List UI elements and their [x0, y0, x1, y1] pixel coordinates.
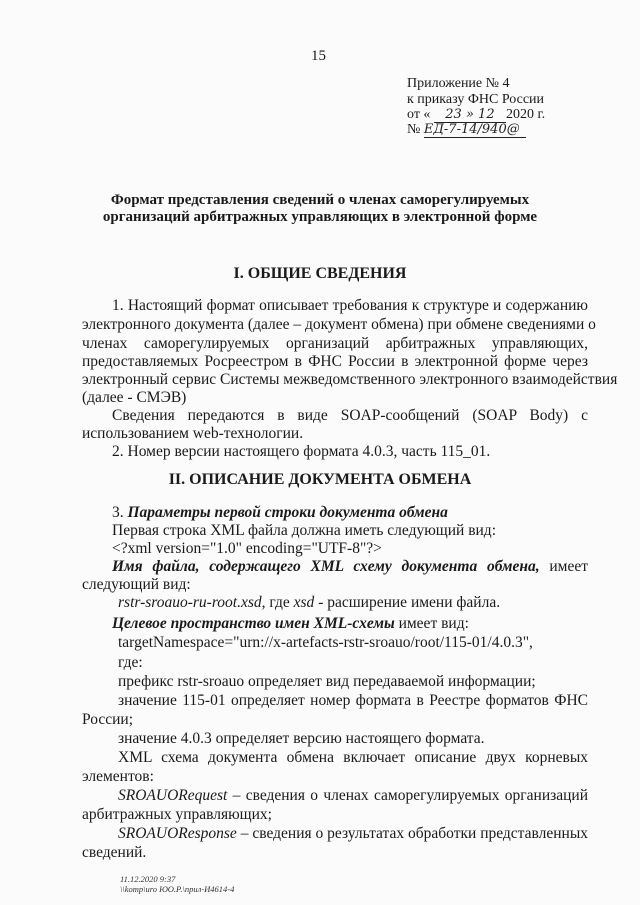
s1-p1-line3: членах саморегулируемых организаций арбитражных управляющих,	[82, 335, 588, 352]
s2-schema-line2: элементов:	[82, 768, 154, 785]
s1-p1-line2: электронного документа (далее – документ обмена) при обмене сведениями о	[82, 316, 596, 333]
s2-namespace-heading: Целевое пространство имен XML-схемы имеет вид:	[112, 615, 469, 632]
s2-format-line1: значение 115-01 определяет номер формата в Реестре форматов ФНС	[118, 692, 588, 709]
s2-format-line2: России;	[82, 711, 134, 728]
s1-p1-line6: (далее - СМЭВ)	[82, 389, 187, 406]
footer-timestamp: 11.12.2020 9:37	[120, 874, 176, 884]
appendix-order: к приказу ФНС России	[407, 92, 545, 107]
s2-item3: 3. Параметры первой строки документа обмена	[112, 504, 448, 521]
s2-version-desc: значение 4.0.3 определяет версию настоящего формата.	[118, 730, 485, 747]
appendix-date: от « 23 » 12 2020 г.	[407, 107, 546, 122]
s2-prefix-desc: префикс rstr-sroauo определяет вид передаваемой информации;	[118, 673, 536, 690]
s1-p1-line5: электронный сервис Системы межведомственного электронного взаимодействия	[82, 371, 618, 388]
s2-xml-decl: <?xml version="1.0" encoding="UTF-8"?>	[112, 540, 382, 557]
s2-filename-value: rstr-sroauo-ru-root.xsd, где xsd - расширение имени файла.	[118, 594, 501, 611]
section-2-heading: II. ОПИСАНИЕ ДОКУМЕНТА ОБМЕНА	[168, 471, 472, 488]
document-title-line2: организаций арбитражных управляющих в электронной форме	[102, 209, 538, 225]
s1-p3: 2. Номер версии настоящего формата 4.0.3, часть 115_01.	[112, 443, 491, 460]
s2-filename-line2: следующий вид:	[82, 576, 191, 593]
s2-request-line2: арбитражных управляющих;	[82, 806, 272, 823]
s1-p1-line1: 1. Настоящий формат описывает требования к структуре и содержанию	[112, 297, 588, 314]
footer-path: \\komp\uro ЮО.Р.\прил-И4614-4	[120, 884, 235, 894]
page-number: 15	[311, 48, 326, 64]
s2-filename-line1: Имя файла, содержащего XML схему документа обмена, имеет	[112, 558, 588, 575]
appendix-title: Приложение № 4	[407, 76, 510, 91]
s2-request-line1: SROAUORequest – сведения о членах саморегулируемых организаций	[118, 787, 589, 804]
s2-where: где:	[118, 654, 143, 671]
section-1-heading: I. ОБЩИЕ СВЕДЕНИЯ	[233, 265, 407, 282]
s1-p1-line4: предоставляемых Росреестром в ФНС России в электронной форме через	[82, 353, 588, 370]
appendix-number: № ЕД-7-14/940@	[407, 121, 526, 139]
s2-response-line2: сведений.	[82, 844, 147, 861]
s1-p2-line1: Сведения передаются в виде SOAP-сообщений (SOAP Body) с	[112, 407, 588, 424]
s2-namespace-value: targetNamespace="urn://x-artefacts-rstr-sroauo/root/115-01/4.0.3",	[118, 634, 533, 651]
s2-response-line1: SROAUOResponse – сведения о результатах обработки представленных	[118, 825, 589, 842]
document-title-line1: Формат представления сведений о членах саморегулируемых	[110, 192, 530, 208]
s2-schema-line1: XML схема документа обмена включает описание двух корневых	[118, 749, 588, 766]
s2-first-line-text: Первая строка XML файла должна иметь следующий вид:	[112, 522, 497, 539]
s1-p2-line2: использованием web-технологии.	[82, 425, 304, 442]
